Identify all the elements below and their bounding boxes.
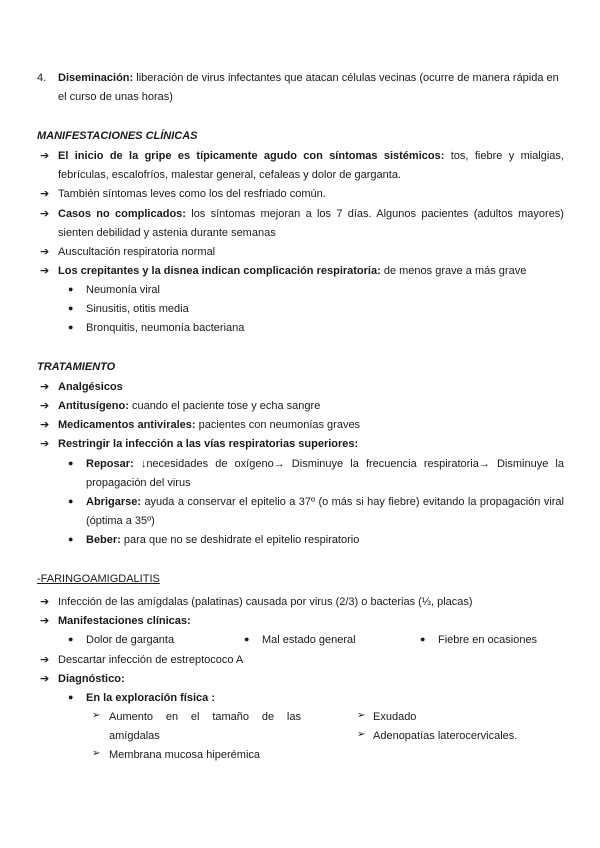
manif-item-3-bold: Casos no complicados:: [58, 208, 186, 220]
arrow-icon: ➔: [40, 246, 50, 258]
trat-item-2: [58, 399, 320, 413]
trat-item-3-text: pacientes con neumonías graves: [198, 419, 361, 431]
trat-subitem-3-bold: Beber:: [86, 534, 121, 546]
trat-item-1: [58, 380, 123, 394]
arrow-icon: ➔: [40, 654, 50, 666]
arrow-icon: ➔: [40, 400, 50, 412]
trat-subitem-1-line1: [86, 457, 564, 471]
manif-item-4: Auscultación respiratoria normal: [58, 246, 216, 258]
manif-item-2: También síntomas leves como los del resfriado común.: [58, 188, 326, 200]
arrow-icon: ➔: [40, 419, 50, 431]
trat-item-3: [58, 418, 360, 432]
finding-left-2: Membrana mucosa hiperémica: [109, 749, 261, 761]
arrow-icon: ➔: [40, 673, 50, 685]
manif-item-5-text: de menos grave a más grave: [383, 265, 527, 277]
manif-item-5-bold: Los crepitantes y la disnea indican complicación respiratoria:: [58, 265, 381, 277]
triangle-arrow-icon: ➢: [357, 729, 366, 740]
bullet-icon: ●: [68, 458, 74, 468]
trat-item-2-text: cuando el paciente tose y echa sangre: [131, 400, 321, 412]
finding-right-2: Adenopatías laterocervicales.: [373, 730, 518, 742]
manif-item-1-bold: El inicio de la gripe es típicamente agudo con síntomas sistémicos:: [58, 150, 445, 162]
manif-item-1-line2: febrículas, escalofríos, malestar general, cefaleas y dolor de garganta.: [58, 169, 402, 181]
manif-item-1-text: tos, fiebre y mialgias,: [450, 150, 564, 162]
manif-item-1-line1: [58, 149, 564, 163]
trat-subitem-3-text: para que no se deshidrate el epitelio respiratorio: [123, 534, 360, 546]
diseminacion-label: Diseminación:: [58, 72, 134, 84]
section-title-faringoamigdalitis: -FARINGOAMIGDALITIS: [37, 573, 160, 585]
finding-left-1: Aumento en el tamaño de las: [109, 711, 301, 723]
section-title-manifestaciones: MANIFESTACIONES CLÍNICAS: [37, 130, 198, 142]
finding-left-1-cont: amígdalas: [109, 730, 160, 742]
faringo-item-2: Manifestaciones clínicas:: [58, 615, 191, 627]
manif-subitem-2: Sinusitis, otitis media: [86, 303, 189, 315]
manif-item-3-text: los síntomas mejoran a los 7 días. Algunos pacientes (adultos mayores): [191, 208, 564, 220]
manif-item-5: [58, 264, 526, 278]
arrow-icon: ➔: [40, 188, 50, 200]
trat-subitem-2-line1: [86, 495, 564, 509]
arrow-icon: ➔: [40, 150, 50, 162]
arrow-icon: ➔: [40, 265, 50, 277]
bullet-icon: ●: [420, 634, 426, 644]
manif-subitem-1: Neumonía viral: [86, 284, 160, 296]
trat-item-4: [58, 437, 358, 451]
bullet-icon: ●: [68, 322, 74, 332]
section-title-tratamiento: TRATAMIENTO: [37, 361, 116, 373]
manif-subitem-3: Bronquitis, neumonía bacteriana: [86, 322, 245, 334]
trat-subitem-2-bold: Abrigarse:: [86, 496, 142, 508]
bullet-icon: ●: [68, 634, 74, 644]
arrow-icon: ➔: [40, 381, 50, 393]
arrow-icon: ➔: [40, 596, 50, 608]
trat-item-3-bold: Medicamentos antivirales:: [58, 419, 196, 431]
trat-subitem-1-text: ↓necesidades de oxígeno→ Disminuye la frecuencia respiratoria→ Disminuye la: [140, 458, 564, 470]
triangle-arrow-icon: ➢: [92, 710, 101, 721]
diseminacion-line1: [58, 71, 559, 85]
faringo-item-1: Infección de las amígdalas (palatinas) causada por virus (2/3) o bacterias (⅓, placas): [58, 596, 473, 608]
diseminacion-line2: el curso de unas horas): [58, 91, 173, 103]
faringo-exploracion: En la exploración física :: [86, 692, 215, 704]
trat-item-2-bold: Antitusígeno:: [58, 400, 129, 412]
manif-item-3-line1: [58, 207, 564, 221]
trat-subitem-2-line2: (óptima a 35º): [86, 515, 155, 527]
arrow-icon: ➔: [40, 208, 50, 220]
bullet-icon: ●: [68, 692, 74, 702]
diseminacion-number: 4.: [37, 72, 47, 84]
triangle-arrow-icon: ➢: [357, 710, 366, 721]
faringo-item-4: Diagnóstico:: [58, 673, 125, 685]
bullet-icon: ●: [244, 634, 250, 644]
triangle-arrow-icon: ➢: [92, 748, 101, 759]
bullet-icon: ●: [68, 496, 74, 506]
trat-subitem-1-line2: propagación del virus: [86, 477, 191, 489]
arrow-icon: ➔: [40, 615, 50, 627]
trat-item-1-bold: Analgésicos: [58, 381, 123, 393]
faringo-manif-1: Dolor de garganta: [86, 634, 175, 646]
faringo-item-3: Descartar infección de estreptococo A: [58, 654, 244, 666]
bullet-icon: ●: [68, 303, 74, 313]
trat-item-4-bold: Restringir la infección a las vías respiratorias superiores:: [58, 438, 359, 450]
bullet-icon: ●: [68, 534, 74, 544]
faringo-manif-3: Fiebre en ocasiones: [438, 634, 538, 646]
trat-subitem-1-bold: Reposar:: [86, 458, 134, 470]
arrow-icon: ➔: [40, 438, 50, 450]
finding-right-1: Exudado: [373, 711, 417, 723]
trat-subitem-3: [86, 533, 359, 547]
trat-subitem-2-text: ayuda a conservar el epitelio a 37º (o más si hay fiebre) evitando la propagación viral: [144, 496, 564, 508]
bullet-icon: ●: [68, 284, 74, 294]
diseminacion-text: liberación de virus infectantes que atacan células vecinas (ocurre de manera rápida en: [136, 72, 559, 84]
faringo-manif-2: Mal estado general: [262, 634, 356, 646]
manif-item-3-line2: sienten debilidad y astenia durante semanas: [58, 227, 276, 239]
